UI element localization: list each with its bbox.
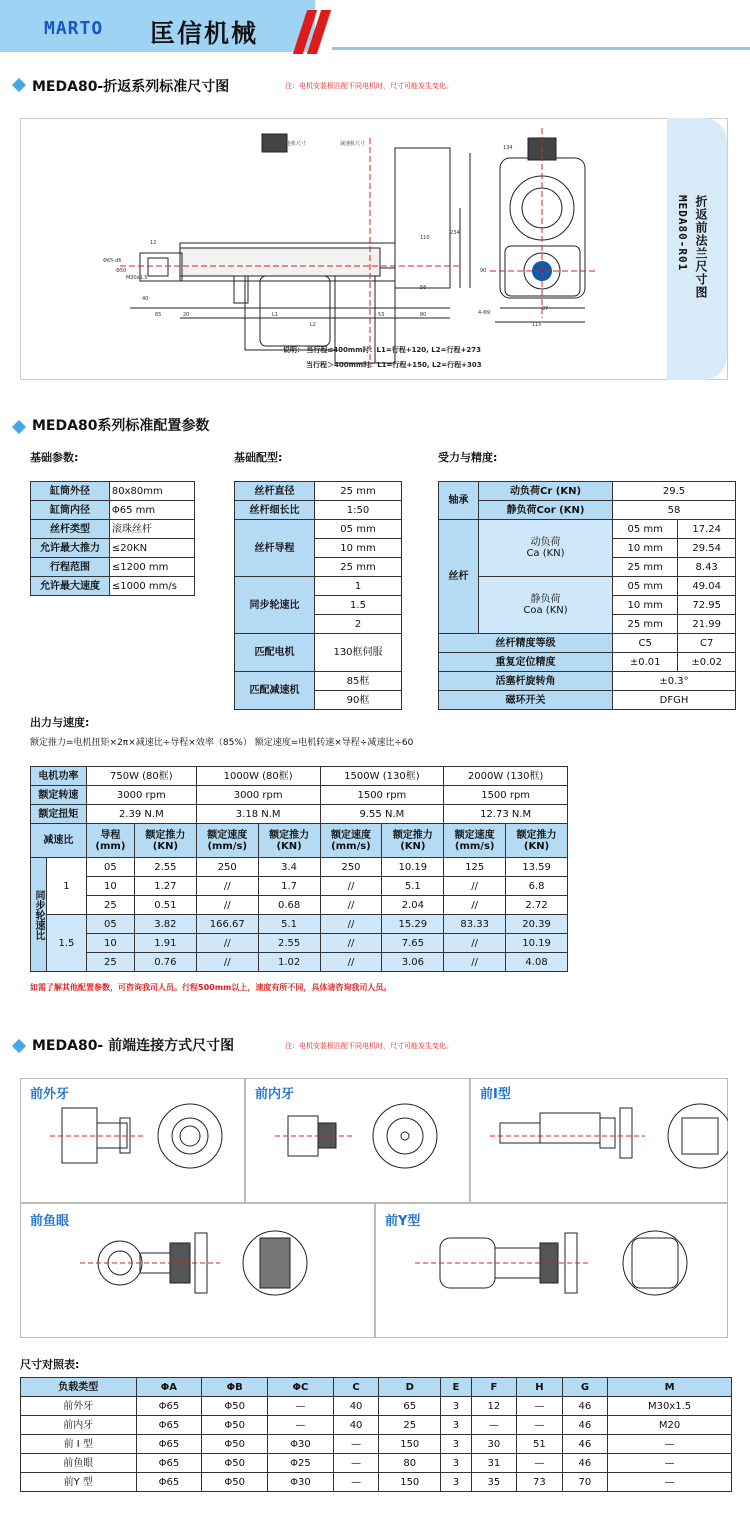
table-cell: 17.24: [678, 520, 736, 539]
table-cell: 丝杆导程: [235, 520, 315, 577]
table-cell: 前Y 型: [21, 1473, 137, 1492]
rating-formula: 额定推力=电机扭矩×2π×减速比÷导程×效率（85%） 额定速度=电机转速×导程÷减速比÷60: [30, 738, 414, 748]
force-precision-table: [438, 481, 736, 710]
dim-label: 4-Φ9: [478, 310, 491, 316]
table-cell: ΦA: [136, 1378, 202, 1397]
table-cell: 25 mm: [613, 615, 678, 634]
table-row: [31, 501, 195, 520]
table-cell: 0.51: [134, 896, 196, 915]
table-cell: 13.59: [506, 858, 568, 877]
table-row: [21, 1473, 732, 1492]
dim-label: 80: [420, 312, 427, 318]
output-speed-heading: 出力与速度:: [30, 716, 90, 729]
table-cell: —: [471, 1416, 517, 1435]
table-cell: //: [320, 915, 382, 934]
table-cell: //: [320, 953, 382, 972]
table-cell: 12.73 N.M: [444, 805, 568, 824]
section-title-front: MEDA80- 前端连接方式尺寸图: [32, 1038, 235, 1054]
motor-plate-note: 注：电机安装板匹配不同电机时，尺寸可能发生变化。: [285, 1042, 453, 1050]
table-cell: 3000 rpm: [196, 786, 320, 805]
table-cell: 10: [86, 877, 134, 896]
stroke-formula-1: 说明： 当行程≤400mm时：L1=行程+120, L2=行程+273: [283, 346, 481, 354]
table-row: [31, 482, 195, 501]
dim-label: 20: [183, 312, 190, 318]
table-cell: 额定转速: [31, 786, 87, 805]
table-row: [31, 539, 195, 558]
table-cell: 允许最大速度: [31, 577, 110, 596]
table-cell: //: [320, 877, 382, 896]
box-title: 前外牙: [30, 1087, 70, 1102]
table-cell: Φ65: [136, 1454, 202, 1473]
table-cell: 前外牙: [21, 1397, 137, 1416]
table-cell: 允许最大推力: [31, 539, 110, 558]
dim-label: 97: [542, 306, 549, 312]
table-cell: 10: [86, 934, 134, 953]
table-row: [21, 1416, 732, 1435]
table-row: [31, 934, 568, 953]
table-row: [21, 1435, 732, 1454]
dim-label: 90: [480, 268, 487, 274]
table-cell: Φ50: [202, 1473, 268, 1492]
dim-label: L1: [272, 312, 278, 318]
table-cell: C5: [613, 634, 678, 653]
table-cell: //: [444, 896, 506, 915]
table-cell: 1500 rpm: [444, 786, 568, 805]
table-cell: 25: [86, 953, 134, 972]
table-row: [235, 672, 402, 691]
drawing-side-code: MEDA80-R01: [676, 195, 689, 272]
table-row: [235, 634, 402, 672]
table-cell: 丝杆: [439, 520, 479, 634]
dim-label: 110: [420, 235, 430, 241]
table-cell: //: [444, 934, 506, 953]
table-cell: 9.55 N.M: [320, 805, 444, 824]
table-cell: 3: [441, 1416, 471, 1435]
table-row: [31, 577, 195, 596]
dim-label: 58: [420, 285, 427, 291]
table-cell: 匹配减速机: [235, 672, 315, 710]
table-cell: 3.06: [382, 953, 444, 972]
table-cell: Φ65: [136, 1397, 202, 1416]
brand-header: [0, 0, 750, 58]
table-cell: G: [562, 1378, 608, 1397]
table-cell: //: [196, 953, 258, 972]
basic-params-table: [30, 481, 195, 596]
table-cell: 磁环开关: [439, 691, 613, 710]
table-row: [31, 953, 568, 972]
table-cell: 65: [379, 1397, 441, 1416]
table-cell: 1.91: [134, 934, 196, 953]
table-cell: H: [517, 1378, 563, 1397]
table-cell: 6.8: [506, 877, 568, 896]
table-row: [31, 520, 195, 539]
table-row: [439, 501, 736, 520]
table-cell: 额定推力 (KN): [258, 824, 320, 858]
table-cell: —: [517, 1454, 563, 1473]
table-cell: 2.55: [258, 934, 320, 953]
table-cell: M20: [608, 1416, 732, 1435]
table-cell: 0.68: [258, 896, 320, 915]
dimension-comparison-table: [20, 1377, 732, 1492]
table-cell: Φ50: [202, 1397, 268, 1416]
table-cell: 05 mm: [315, 520, 402, 539]
table-cell: —: [333, 1473, 379, 1492]
dim-label: Φ50: [116, 268, 127, 274]
stroke-formula-2: 当行程＞400mm时：L1=行程+150, L2=行程+303: [306, 361, 482, 369]
table-cell: 额定推力 (KN): [506, 824, 568, 858]
table-cell: C: [333, 1378, 379, 1397]
table-cell: 同步轮速比: [31, 858, 47, 972]
table-cell: 3: [441, 1397, 471, 1416]
table-cell: Φ50: [202, 1454, 268, 1473]
table-cell: 35: [471, 1473, 517, 1492]
table-cell: //: [196, 934, 258, 953]
table-cell: 46: [562, 1435, 608, 1454]
table-cell: 静负荷 Coa (KN): [479, 577, 613, 634]
table-cell: 80: [379, 1454, 441, 1473]
table-cell: 25 mm: [315, 558, 402, 577]
table-cell: 10.19: [506, 934, 568, 953]
dim-label: 40: [142, 296, 149, 302]
table-cell: 丝杆类型: [31, 520, 110, 539]
section-title-dimension: MEDA80-折返系列标准尺寸图: [32, 79, 230, 95]
table-cell: 15.29: [382, 915, 444, 934]
table-cell: 活塞杆旋转角: [439, 672, 613, 691]
table-cell: 额定扭矩: [31, 805, 87, 824]
table-cell: 166.67: [196, 915, 258, 934]
table-cell: 20.39: [506, 915, 568, 934]
table-cell: 46: [562, 1454, 608, 1473]
table-cell: 动负荷Cr (KN): [479, 482, 613, 501]
table-row: [31, 558, 195, 577]
table-cell: 前内牙: [21, 1416, 137, 1435]
table-cell: 29.54: [678, 539, 736, 558]
dim-label: M30x1.5: [126, 275, 148, 281]
table-cell: 8.43: [678, 558, 736, 577]
table-row: [21, 1378, 732, 1397]
diamond-bullet-icon: [12, 420, 26, 434]
table-row: [31, 858, 568, 877]
table-cell: 2: [315, 615, 402, 634]
table-row: [439, 482, 736, 501]
brand-chinese-name: 匡信机械: [150, 19, 259, 48]
table-cell: Φ25: [268, 1454, 334, 1473]
table-row: [235, 577, 402, 596]
table-cell: 1.27: [134, 877, 196, 896]
table-cell: 4.08: [506, 953, 568, 972]
table-row: [31, 896, 568, 915]
brand-logo-text: MARTO: [44, 18, 104, 39]
table-cell: —: [333, 1454, 379, 1473]
table-cell: 行程范围: [31, 558, 110, 577]
output-speed-table: [30, 766, 568, 972]
table-cell: //: [196, 877, 258, 896]
table-cell: 46: [562, 1397, 608, 1416]
table-cell: 10 mm: [613, 596, 678, 615]
table-row: [439, 653, 736, 672]
table-cell: ±0.01: [613, 653, 678, 672]
table-cell: 前 I 型: [21, 1435, 137, 1454]
table-cell: —: [608, 1473, 732, 1492]
table-cell: Φ30: [268, 1473, 334, 1492]
table-cell: 1.02: [258, 953, 320, 972]
table-cell: 250: [196, 858, 258, 877]
table-row: [21, 1454, 732, 1473]
dim-label: 65: [155, 312, 162, 318]
table-cell: 46: [562, 1416, 608, 1435]
box-title: 前鱼眼: [30, 1214, 70, 1229]
table-row: [439, 672, 736, 691]
basic-params-heading: 基础参数:: [30, 451, 79, 464]
table-cell: 750W (80框): [86, 767, 196, 786]
table-cell: F: [471, 1378, 517, 1397]
config-table: [234, 481, 402, 710]
table-cell: 0.76: [134, 953, 196, 972]
table-cell: 80x80mm: [109, 482, 194, 501]
table-cell: —: [517, 1416, 563, 1435]
table-cell: 导程 (mm): [86, 824, 134, 858]
table-cell: 滚珠丝杆: [109, 520, 194, 539]
table-cell: 1000W (80框): [196, 767, 320, 786]
table-cell: 10 mm: [315, 539, 402, 558]
motor-plate-note: 注：电机安装板匹配不同电机时，尺寸可能发生变化。: [285, 82, 453, 90]
table-cell: C7: [678, 634, 736, 653]
table-cell: 30: [471, 1435, 517, 1454]
table-cell: 1500 rpm: [320, 786, 444, 805]
table-row: [31, 786, 568, 805]
dim-label: 电机尺寸: [286, 141, 307, 147]
table-cell: Φ30: [268, 1435, 334, 1454]
table-cell: 1.7: [258, 877, 320, 896]
table-row: [235, 520, 402, 539]
table-cell: 3.4: [258, 858, 320, 877]
table-cell: 丝杆细长比: [235, 501, 315, 520]
table-cell: 31: [471, 1454, 517, 1473]
table-cell: 丝杆直径: [235, 482, 315, 501]
table-cell: 重复定位精度: [439, 653, 613, 672]
table-row: [439, 520, 736, 539]
table-cell: 125: [444, 858, 506, 877]
table-cell: 25 mm: [315, 482, 402, 501]
table-cell: 90框: [315, 691, 402, 710]
table-row: [31, 915, 568, 934]
table-cell: —: [608, 1435, 732, 1454]
table-cell: 2.72: [506, 896, 568, 915]
table-cell: 10.19: [382, 858, 444, 877]
table-cell: 150: [379, 1435, 441, 1454]
table-cell: 73: [517, 1473, 563, 1492]
table-cell: //: [320, 934, 382, 953]
diamond-bullet-icon: [12, 78, 26, 92]
table-cell: 21.99: [678, 615, 736, 634]
table-row: [31, 805, 568, 824]
table-cell: 1.5: [47, 915, 87, 972]
consult-note: 如需了解其他配置参数，可咨询我司人员。行程500mm以上，速度有所不同，具体请咨询我司人员。: [30, 983, 392, 992]
table-cell: —: [333, 1435, 379, 1454]
table-cell: ≤20KN: [109, 539, 194, 558]
front-connection-drawings: [20, 1078, 728, 1338]
table-cell: 前鱼眼: [21, 1454, 137, 1473]
table-cell: Φ65 mm: [109, 501, 194, 520]
table-row: [439, 634, 736, 653]
table-cell: 1.5: [315, 596, 402, 615]
table-cell: D: [379, 1378, 441, 1397]
box-title: 前I型: [480, 1087, 511, 1102]
table-row: [439, 577, 736, 596]
table-row: [439, 691, 736, 710]
table-cell: 70: [562, 1473, 608, 1492]
table-cell: 51: [517, 1435, 563, 1454]
table-cell: Φ65: [136, 1435, 202, 1454]
table-cell: 轴承: [439, 482, 479, 520]
table-cell: 1: [47, 858, 87, 915]
table-cell: 5.1: [382, 877, 444, 896]
table-cell: 40: [333, 1416, 379, 1435]
table-cell: 05: [86, 915, 134, 934]
table-cell: 58: [613, 501, 736, 520]
table-cell: 静负荷Cor (KN): [479, 501, 613, 520]
table-cell: DFGH: [613, 691, 736, 710]
dim-label: Φ65-d6: [103, 258, 122, 264]
dim-label: 234: [450, 230, 460, 236]
dimension-table-heading: 尺寸对照表:: [20, 1358, 80, 1371]
table-cell: 05 mm: [613, 577, 678, 596]
table-cell: 1:50: [315, 501, 402, 520]
table-cell: 匹配电机: [235, 634, 315, 672]
dim-label: 12: [150, 240, 157, 246]
table-cell: 额定速度 (mm/s): [320, 824, 382, 858]
box-title: 前Y型: [385, 1214, 421, 1229]
table-cell: 缸筒外径: [31, 482, 110, 501]
table-cell: Φ65: [136, 1416, 202, 1435]
table-cell: 3.82: [134, 915, 196, 934]
table-cell: 250: [320, 858, 382, 877]
table-cell: ±0.3°: [613, 672, 736, 691]
table-cell: 2000W (130框): [444, 767, 568, 786]
table-cell: —: [268, 1397, 334, 1416]
dim-label: 134: [503, 145, 513, 151]
dim-label: 115: [532, 322, 542, 328]
table-cell: 电机功率: [31, 767, 87, 786]
table-row: [31, 767, 568, 786]
table-cell: 05 mm: [613, 520, 678, 539]
diamond-bullet-icon: [12, 1039, 26, 1053]
table-cell: ±0.02: [678, 653, 736, 672]
table-cell: 150: [379, 1473, 441, 1492]
table-cell: ≤1200 mm: [109, 558, 194, 577]
table-cell: 85框: [315, 672, 402, 691]
table-cell: //: [196, 896, 258, 915]
table-row: [21, 1397, 732, 1416]
table-cell: —: [268, 1416, 334, 1435]
table-cell: //: [320, 896, 382, 915]
table-cell: 额定速度 (mm/s): [196, 824, 258, 858]
table-cell: 25: [379, 1416, 441, 1435]
table-cell: E: [441, 1378, 471, 1397]
table-cell: //: [444, 953, 506, 972]
table-cell: 5.1: [258, 915, 320, 934]
table-cell: 49.04: [678, 577, 736, 596]
dim-label: 减速机尺寸: [340, 141, 366, 147]
table-cell: 负载类型: [21, 1378, 137, 1397]
dim-label: L2: [310, 322, 316, 328]
table-cell: Φ50: [202, 1435, 268, 1454]
table-cell: 额定速度 (mm/s): [444, 824, 506, 858]
table-cell: 25 mm: [613, 558, 678, 577]
table-cell: 130框伺服: [315, 634, 402, 672]
header-rule: [332, 47, 750, 50]
actuator-drawing: [20, 118, 665, 380]
table-row: [31, 824, 568, 858]
force-heading: 受力与精度:: [438, 451, 498, 464]
table-cell: //: [444, 877, 506, 896]
table-cell: 7.65: [382, 934, 444, 953]
table-cell: Φ50: [202, 1416, 268, 1435]
table-cell: 25: [86, 896, 134, 915]
section-title-config: MEDA80系列标准配置参数: [32, 418, 210, 434]
table-cell: 10 mm: [613, 539, 678, 558]
table-cell: 2.55: [134, 858, 196, 877]
table-cell: 丝杆精度等级: [439, 634, 613, 653]
table-cell: —: [517, 1397, 563, 1416]
table-cell: 2.04: [382, 896, 444, 915]
table-cell: 05: [86, 858, 134, 877]
table-cell: 2.39 N.M: [86, 805, 196, 824]
table-cell: ΦC: [268, 1378, 334, 1397]
table-cell: 3.18 N.M: [196, 805, 320, 824]
table-cell: 减速比: [31, 824, 87, 858]
dim-label: 53: [378, 312, 385, 318]
table-cell: 同步轮速比: [235, 577, 315, 634]
table-cell: 83.33: [444, 915, 506, 934]
config-heading: 基础配型:: [234, 451, 283, 464]
table-cell: 1500W (130框): [320, 767, 444, 786]
table-cell: Φ65: [136, 1473, 202, 1492]
table-cell: 动负荷 Ca (KN): [479, 520, 613, 577]
table-cell: ≤1000 mm/s: [109, 577, 194, 596]
table-cell: 12: [471, 1397, 517, 1416]
table-cell: 额定推力 (KN): [134, 824, 196, 858]
table-cell: 40: [333, 1397, 379, 1416]
table-cell: M: [608, 1378, 732, 1397]
table-cell: 缸筒内径: [31, 501, 110, 520]
table-row: [235, 482, 402, 501]
table-cell: 3: [441, 1473, 471, 1492]
drawing-side-title: 折返前法兰尺寸图: [694, 195, 708, 299]
table-cell: M30x1.5: [608, 1397, 732, 1416]
table-cell: 1: [315, 577, 402, 596]
table-row: [235, 501, 402, 520]
box-title: 前内牙: [255, 1087, 295, 1102]
table-cell: 3000 rpm: [86, 786, 196, 805]
table-cell: 额定推力 (KN): [382, 824, 444, 858]
table-cell: —: [608, 1454, 732, 1473]
table-cell: 29.5: [613, 482, 736, 501]
table-row: [31, 877, 568, 896]
table-cell: 3: [441, 1454, 471, 1473]
table-cell: 3: [441, 1435, 471, 1454]
table-cell: ΦB: [202, 1378, 268, 1397]
table-cell: 72.95: [678, 596, 736, 615]
